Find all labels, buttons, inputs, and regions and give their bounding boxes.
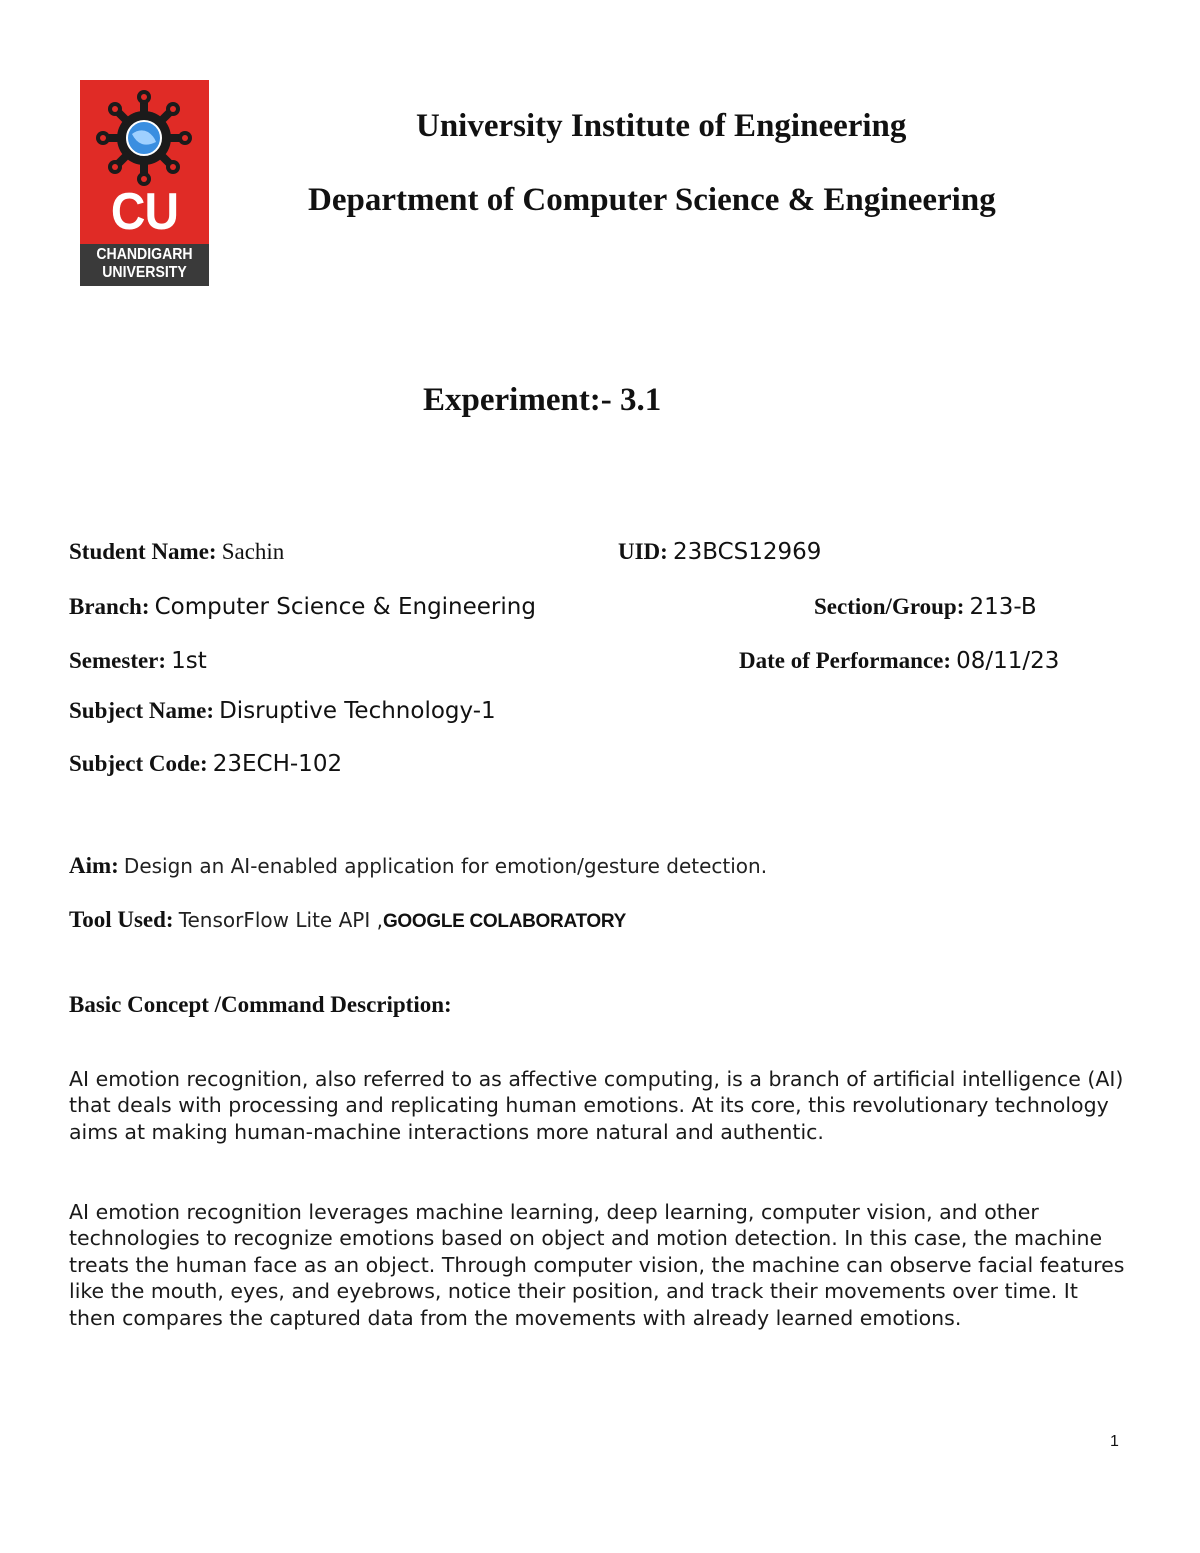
- section-label: Section/Group:: [814, 594, 965, 619]
- tool-text-2: GOOGLE COLABORATORY: [382, 911, 627, 932]
- subject-name-field: [69, 696, 496, 728]
- student-name-label: Student Name:: [69, 539, 217, 564]
- page-number: 1: [1110, 1433, 1119, 1450]
- branch-value: Computer Science & Engineering: [154, 594, 536, 620]
- logo-line-1: CHANDIGARH: [96, 246, 193, 263]
- cu-emblem-icon: [94, 88, 194, 188]
- tool-text: TensorFlow Lite API ,: [178, 908, 383, 932]
- section-field: [814, 592, 1037, 624]
- student-name-value: Sachin: [221, 539, 285, 564]
- institute-title: University Institute of Engineering: [416, 108, 907, 144]
- uid-field: [618, 537, 821, 569]
- subject-name-label: Subject Name:: [69, 698, 214, 723]
- branch-field: [69, 592, 536, 624]
- student-name-field: [69, 537, 284, 569]
- subject-name-value: Disruptive Technology-1: [219, 698, 496, 724]
- aim-label: Aim:: [69, 853, 119, 878]
- subject-code-label: Subject Code:: [69, 751, 208, 776]
- uid-value: 23BCS12969: [672, 539, 822, 565]
- concept-paragraph-1: AI emotion recognition, also referred to as affective computing, is a branch of artificial intelligence (AI) that deals with processing and replicating human emotions. At its core, this revolutionary technology aims at making human-machine interactions more natural and authentic.: [69, 1067, 1124, 1144]
- date-label: Date of Performance:: [739, 648, 951, 673]
- aim-text: Design an AI-enabled application for emotion/gesture detection.: [123, 854, 768, 878]
- uid-label: UID:: [618, 539, 668, 564]
- department-title: Department of Computer Science & Engineering: [308, 182, 996, 218]
- concept-paragraph-2: AI emotion recognition leverages machine learning, deep learning, computer vision, and other technologies to recognize emotions based on object and motion detection. In this case, the machine treats the human face as an object. Through computer vision, the machine can observe facial features like the mouth, eyes, and eyebrows, notice their position, and track their movements over time. It then compares the captured data from the movements with already learned emotions.: [69, 1200, 1125, 1330]
- aim-field: [69, 851, 767, 883]
- experiment-title: Experiment:- 3.1: [423, 382, 662, 418]
- section-value: 213-B: [969, 594, 1037, 620]
- semester-value: 1st: [171, 648, 207, 674]
- university-logo: [80, 80, 209, 286]
- subject-code-value: 23ECH-102: [212, 751, 343, 777]
- concept-heading: Basic Concept /Command Description:: [69, 992, 452, 1017]
- tool-field: [69, 905, 626, 937]
- date-field: [739, 646, 1059, 678]
- semester-label: Semester:: [69, 648, 167, 673]
- subject-code-field: [69, 749, 342, 781]
- semester-field: [69, 646, 207, 678]
- tool-label: Tool Used:: [69, 907, 174, 932]
- logo-short-name: CU: [110, 183, 179, 241]
- branch-label: Branch:: [69, 594, 150, 619]
- logo-line-2: UNIVERSITY: [102, 264, 187, 281]
- date-value: 08/11/23: [956, 648, 1060, 674]
